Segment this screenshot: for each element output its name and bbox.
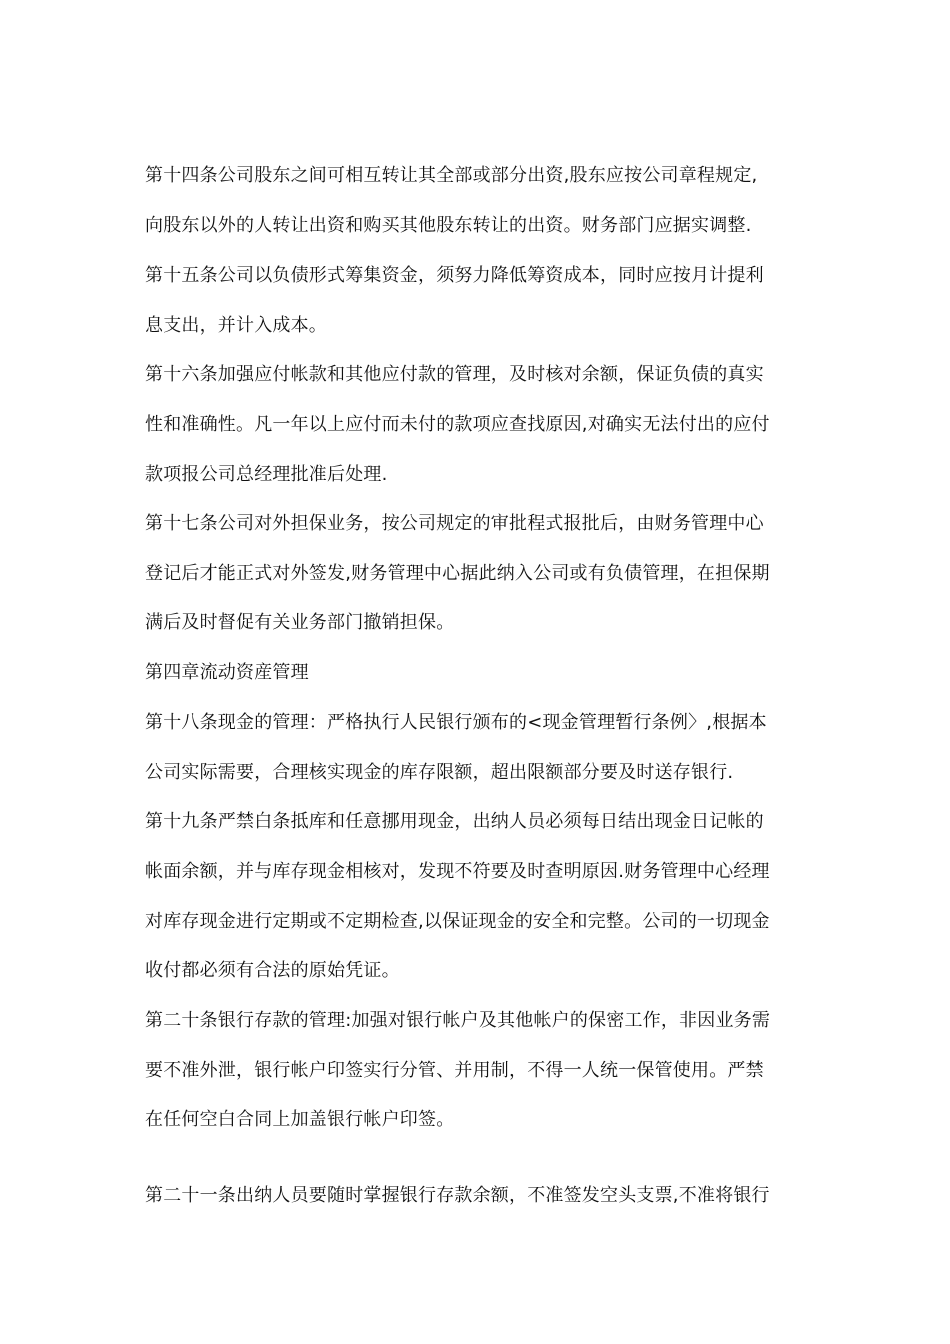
text-line: 第十七条公司对外担保业务，按公司规定的审批程式报批后，由财务管理中心 <box>145 513 764 534</box>
text-line: 第十四条公司股东之间可相互转让其全部或部分出资,股东应按公司章程规定, <box>145 165 758 186</box>
text-line: 款项报公司总经理批准后处理. <box>145 464 388 485</box>
text-line: 公司实际需要，合理核实现金的库存限额，超出限额部分要及时送存银行. <box>145 762 734 783</box>
text-line: 满后及时督促有关业务部门撤销担保。 <box>145 612 455 633</box>
text-line: 性和准确性。凡一年以上应付而未付的款项应查找原因,对确实无法付出的应付 <box>145 414 770 435</box>
text-line: 第十九条严禁白条抵库和任意挪用现金，出纳人员必须每日结出现金日记帐的 <box>145 811 764 832</box>
text-line: 第十五条公司以负债形式筹集资金，须努力降低筹资成本，同时应按月计提利 <box>145 265 764 286</box>
text-line: 第二十条银行存款的管理:加强对银行帐户及其他帐户的保密工作，非因业务需 <box>145 1010 771 1031</box>
text-line: 第二十一条出纳人员要随时掌握银行存款余额，不准签发空头支票,不准将银行 <box>145 1185 770 1206</box>
text-line: 对库存现金进行定期或不定期检查,以保证现金的安全和完整。公司的一切现金 <box>145 911 770 932</box>
text-line: 向股东以外的人转让出资和购买其他股东转让的出资。财务部门应据实调整. <box>145 215 752 236</box>
text-line: 登记后才能正式对外签发,财务管理中心据此纳入公司或有负债管理，在担保期 <box>145 563 770 584</box>
chapter-heading: 第四章流动资産管理 <box>145 662 309 683</box>
text-line: 帐面余额，并与库存现金相核对，发现不符要及时查明原因.财务管理中心经理 <box>145 861 770 882</box>
text-line: 收付都必须有合法的原始凭证。 <box>145 960 400 981</box>
text-line: 息支出，并计入成本。 <box>145 315 327 336</box>
text-line: 要不准外泄，银行帐户印签实行分管、并用制，不得一人统一保管使用。严禁 <box>145 1060 764 1081</box>
text-line: 第十六条加强应付帐款和其他应付款的管理，及时核对余额，保证负债的真实 <box>145 364 764 385</box>
text-line: 第十八条现金的管理：严格执行人民银行颁布的<现金管理暂行条例〉,根据本 <box>145 712 767 733</box>
text-line: 在任何空白合同上加盖银行帐户印签。 <box>145 1109 455 1130</box>
